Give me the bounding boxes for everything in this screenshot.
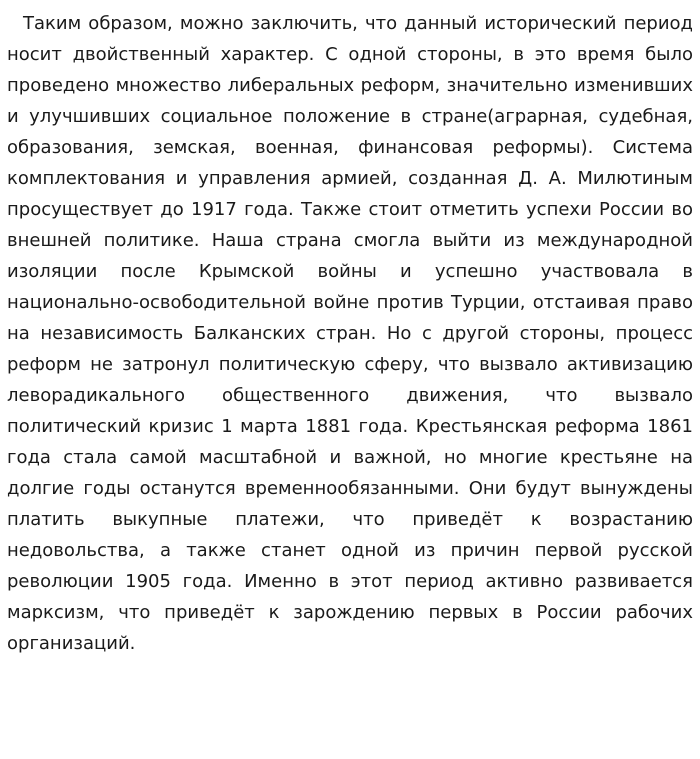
document-page <box>7 8 693 659</box>
body-paragraph: Таким образом, можно заключить, что данный исторический период носит двойственный характер. С одной стороны, в это время было проведено множество либеральных реформ, значительно изменивших и улучшивших социальное положение в стране(аграрная, судебная, образования, земская, военная, финансовая реформы). Система комплектования и управления армией, созданная Д. А. Милютиным просуществует до 1917 года. Также стоит отметить успехи России во внешней политике. Наша страна смогла выйти из международной изоляции после Крымской войны и успешно участвовала в национально-освободительной войне против Турции, отстаивая право на независимость Балканских стран. Но с другой стороны, процесс реформ не затронул политическую сферу, что вызвало активизацию леворадикального общественного движения, что вызвало политический кризис 1 марта 1881 года. Крестьянская реформа 1861 года стала самой масштабной и важной, но многие крестьяне на долгие годы останутся временнообязанными. Они будут вынуждены платить выкупные платежи, что приведёт к возрастанию недовольства, а также станет одной из причин первой русской революции 1905 года. Именно в этот период активно развивается марксизм, что приведёт к зарождению первых в России рабочих организаций. <box>7 13 693 654</box>
